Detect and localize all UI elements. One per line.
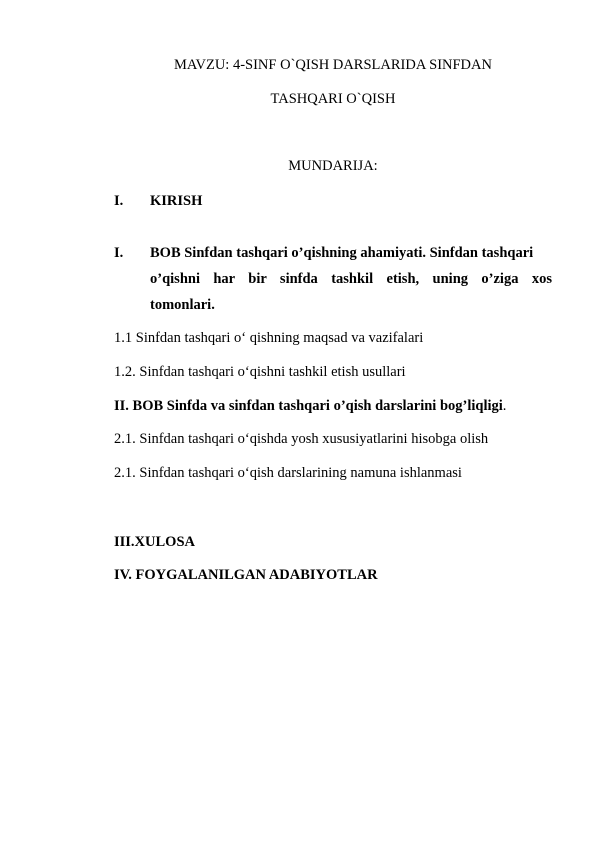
intro-label: KIRISH [150, 193, 203, 209]
section-2-2: 2.1. Sinfdan tashqari o‘qish darslarining namuna ishlanmasi [114, 465, 462, 481]
section-2-1: 2.1. Sinfdan tashqari o‘qishda yosh xususiyatlarini hisobga olish [114, 431, 489, 447]
title-line-1: MAVZU: 4-SINF O`QISH DARSLARIDA SINFDAN [174, 57, 492, 73]
intro-number: I. [114, 193, 124, 209]
chapter2-period: . [502, 398, 507, 414]
chapter1-line-1: BOB Sinfdan tashqari o’qishning ahamiyati. Sinfdan tashqari [150, 245, 534, 261]
chapter1-line-3: tomonlari. [150, 297, 215, 313]
section-1-1: 1.1 Sinfdan tashqari o‘ qishning maqsad va vazifalari [114, 330, 424, 346]
chapter1-line-2: o’qishni har bir sinfda tashkil etish, uning o’ziga xos [150, 271, 552, 287]
contents-heading: MUNDARIJA: [288, 158, 378, 174]
section-1-2: 1.2. Sinfdan tashqari o‘qishni tashkil etish usullari [114, 364, 406, 380]
references-heading: IV. FOYGALANILGAN ADABIYOTLAR [114, 567, 378, 583]
title-line-2: TASHQARI O`QISH [270, 91, 396, 107]
chapter2-heading [114, 398, 506, 415]
chapter1-number: I. [114, 245, 124, 261]
chapter2-label: II. BOB Sinfda va sinfdan tashqari o’qish darslarini bog’liqligi [114, 398, 503, 414]
conclusion-heading: III.XULOSA [114, 534, 195, 550]
